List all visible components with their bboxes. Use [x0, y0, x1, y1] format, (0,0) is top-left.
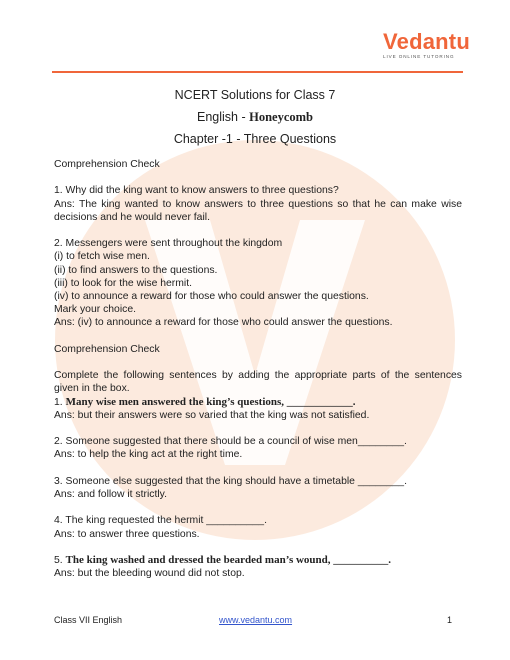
option-iii: (iii) to look for the wise hermit.: [54, 277, 193, 289]
sentence-3-answer: Ans: and follow it strictly.: [54, 488, 167, 500]
sentence-5: [54, 554, 462, 567]
logo-tagline: LIVE ONLINE TUTORING: [383, 54, 455, 59]
sentence-4-answer: Ans: to answer three questions.: [54, 528, 200, 540]
chapter-title: Chapter -1 - Three Questions: [173, 132, 337, 146]
sentence-1-answer: Ans: but their answers were so varied that the king was not satisfied.: [54, 409, 370, 421]
sentence-1: [54, 396, 462, 409]
sentence-1-number: 1.: [54, 396, 66, 408]
answer-2: Ans: (iv) to announce a reward for those who could answer the questions.: [54, 317, 393, 329]
question-2: 2. Messengers were sent throughout the kingdom: [54, 238, 283, 250]
sentence-5-text: The king washed and dressed the bearded man’s wound, __________.: [65, 553, 392, 566]
document-body: [54, 158, 462, 580]
website-link-text[interactable]: www.vedantu.com: [219, 615, 293, 625]
instruction: Complete the following sentences by adding the appropriate parts of the sentences given in the box.: [54, 370, 462, 395]
header-divider: [52, 71, 463, 73]
doc-subject: [0, 110, 510, 125]
footer-website-link[interactable]: [219, 615, 292, 625]
sentence-5-number: 5.: [54, 554, 66, 566]
vedantu-logo: [383, 29, 470, 68]
sentence-3: 3. Someone else suggested that the king should have a timetable ________.: [54, 475, 407, 487]
option-iv: (iv) to announce a reward for those who could answer the questions.: [54, 291, 369, 302]
doc-title: NCERT Solutions for Class 7: [174, 88, 336, 102]
sentence-2: 2. Someone suggested that there should be a council of wise men________.: [54, 436, 407, 448]
sentence-2-answer: Ans: to help the king act at the right time.: [54, 449, 243, 461]
answer-1: Ans: The king wanted to know answers to three questions so that he can make wise decisions and he would never fail.: [54, 198, 462, 223]
section-heading-2: Comprehension Check: [54, 343, 160, 355]
sentence-1-text: Many wise men answered the king’s questions, ____________.: [65, 395, 356, 408]
footer-class-label: Class VII English: [54, 615, 123, 625]
section-heading: Comprehension Check: [54, 159, 160, 170]
option-i: (i) to fetch wise men.: [54, 251, 150, 263]
sentence-4: 4. The king requested the hermit __________.: [54, 515, 267, 527]
option-ii: (ii) to find answers to the questions.: [54, 264, 218, 276]
sentence-5-answer: Ans: but the bleeding wound did not stop.: [54, 568, 245, 580]
logo-wordmark: Vedantu: [383, 29, 470, 54]
question-1: 1. Why did the king want to know answers to three questions?: [54, 185, 339, 197]
subject-prefix: English -: [197, 110, 250, 124]
book-title: Honeycomb: [249, 110, 313, 124]
page-number: 1: [447, 615, 453, 625]
question-2-prompt: Mark your choice.: [54, 304, 136, 316]
